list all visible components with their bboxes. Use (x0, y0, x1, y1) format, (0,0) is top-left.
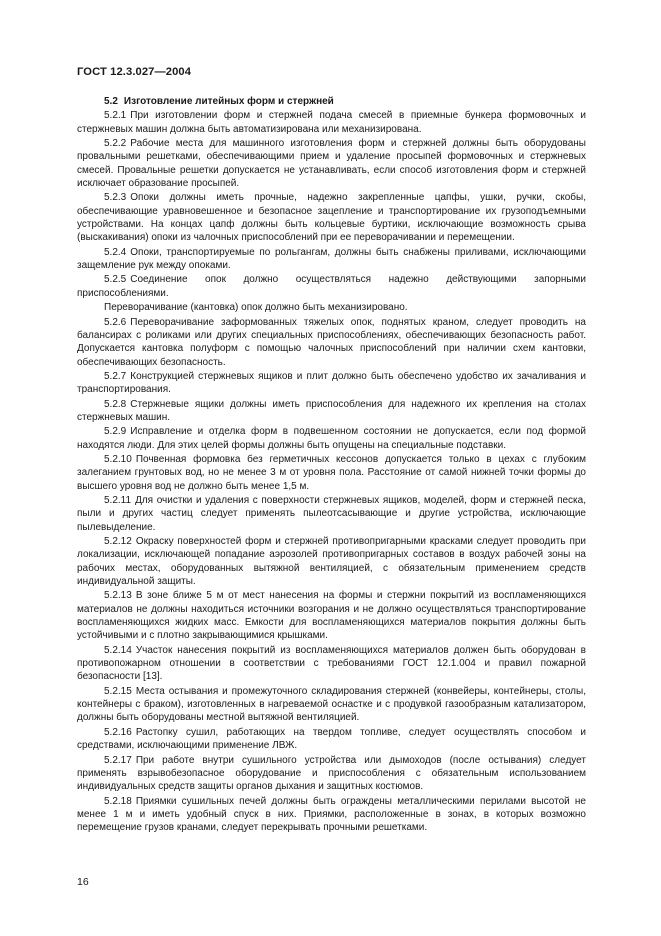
paragraph-text: Места остывания и промежуточного складирования стержней (конвейеры, контейнеры, столы, контейнеры с браком), изготовленных в нагреваемой оснастке и с продувкой газообразным катализатором, должны быть оборудованы местной вытяжной вентиляцией. (77, 685, 586, 724)
paragraph-5-2-1 (77, 109, 586, 136)
paragraph-number: 5.2.13 (104, 590, 132, 602)
paragraph-text: Соединение опок должно осуществляться надежно действующими запорными приспособлениями. (77, 274, 586, 299)
paragraph-text: При изготовлении форм и стержней подача смесей в приемные бункера формовочных и стержневых машин должна быть автоматизирована или механизирована. (77, 110, 586, 135)
paragraph-5-2-5-cont (77, 301, 586, 314)
paragraph-number: 5.2.3 (104, 192, 127, 204)
paragraph-5-2-9 (77, 425, 586, 452)
paragraph-number: 5.2.5 (104, 274, 127, 286)
paragraph-text: Опоки должны иметь прочные, надежно закрепленные цапфы, ушки, ручки, скобы, обеспечивающие уравновешенное и безопасное зацепление и транспортирование их грузоподъемными устройствами. На концах цапф должны быть кольцевые буртики, исключающие возможность срыва (выскакивания) опоки из чалочных приспособлений при ее переворачивании и перемещении. (77, 192, 586, 244)
paragraph-number: 5.2.7 (104, 370, 127, 382)
paragraph-number: 5.2.2 (104, 138, 127, 150)
paragraph-text: Исправление и отделка форм в подвешенном состоянии не допускается, если под формой находятся люди. Для этих целей формы должны быть опущены на специальные подставки. (77, 426, 586, 451)
paragraph-text: Участок нанесения покрытий из воспламеняющихся материалов должен быть оборудован в противопожарном отношении в соответствии с требованиями ГОСТ 12.1.004 и правил пожарной безопасности [13]. (77, 644, 586, 683)
paragraph-text: Переворачивание заформованных тяжелых опок, поднятых краном, следует проводить на балансирах с роликами или других специальных приспособлениях, обеспечивающих безопасность работ. Допускается кантовка полуформ с помощью чалочных приспособлений при наличии схем кантовки, обеспечивающих безопасность. (77, 316, 586, 368)
paragraph-5-2-10 (77, 453, 586, 493)
section-heading (77, 95, 586, 108)
paragraph-number: 5.2.12 (104, 536, 132, 547)
paragraph-5-2-2 (77, 137, 586, 190)
paragraph-5-2-14 (77, 644, 586, 684)
paragraph-number: 5.2.9 (104, 426, 127, 438)
paragraph-text: Опоки, транспортируемые по рольгангам, должны быть снабжены приливами, исключающими защемление рук между опоками. (77, 246, 586, 272)
paragraph-number: 5.2.8 (104, 398, 127, 410)
paragraph-number: 5.2.4 (104, 246, 127, 258)
paragraph-number: 5.2.6 (104, 316, 127, 328)
paragraph-number: 5.2.15 (104, 685, 132, 697)
section-number: 5.2 (104, 96, 118, 107)
paragraph-number: 5.2.1 (104, 110, 127, 122)
paragraph-5-2-12 (77, 535, 586, 588)
paragraph-number: 5.2.10 (104, 453, 132, 465)
paragraph-5-2-13 (77, 589, 586, 642)
paragraph-5-2-6 (77, 316, 586, 369)
paragraph-text: Почвенная формовка без герметичных кессонов допускается только в цехах с глубоким залеганием грунтовых вод, но не менее 3 м от уровня пола. Расстояние от самой нижней точки формы до высшего уровня вод не должно быть менее 1,5 м. (77, 453, 586, 492)
paragraph-5-2-15 (77, 685, 586, 725)
paragraph-5-2-11 (77, 494, 586, 534)
paragraph-text: В зоне ближе 5 м от мест нанесения на формы и стержни покрытий из воспламеняющихся материалов не должны находиться источники возгорания и не должно осуществляться транспортирование воспламеняющихся жидких масс. Емкости для воспламеняющихся материалов покрытия должны быть устойчивыми и с плотно закрывающимися крышками. (77, 590, 586, 642)
paragraph-5-2-16 (77, 726, 586, 753)
paragraph-text: Растопку сушил, работающих на твердом топливе, следует осуществлять способом и средствами, исключающими применение ЛВЖ. (77, 726, 586, 752)
paragraph-text: Для очистки и удаления с поверхности стержневых ящиков, моделей, форм и стержней песка, пыли и других частиц следует применять пылеотсасывающие и другие устройства, исключающие пылевыделение. (77, 494, 586, 533)
paragraph-number: 5.2.16 (104, 726, 132, 738)
paragraph-5-2-7 (77, 370, 586, 397)
paragraph-text: Приямки сушильных печей должны быть ограждены металлическими перилами высотой не менее 1 м и иметь удобный спуск в них. Приямки, расположенные в зонах, в которых возможно перемещение грузов кранами, следует перекрывать прочными решетками. (77, 795, 586, 834)
paragraph-text: Конструкцией стержневых ящиков и плит должно быть обеспечено удобство их зачаливания и транспортирования. (77, 370, 586, 396)
paragraph-5-2-5 (77, 273, 586, 300)
paragraph-text: Окраску поверхностей форм и стержней противопригарными красками следует проводить при локализации, исключающей попадание аэрозолей противопригарных составов в воздух рабочей зоны на рабочих местах, оборудованных вытяжной вентиляцией, с обязательным применением средств индивидуальной защиты. (77, 536, 586, 588)
paragraph-text: Стержневые ящики должны иметь приспособления для надежного их крепления на столах стержневых машин. (77, 398, 586, 423)
section-title: Изготовление литейных форм и стержней (123, 96, 334, 107)
paragraph-number: 5.2.17 (104, 754, 132, 766)
paragraph-text: Переворачивание (кантовка) опок должно быть механизировано. (104, 302, 408, 314)
paragraph-number: 5.2.18 (104, 795, 132, 807)
page-number: 16 (77, 876, 89, 888)
document-body (77, 95, 586, 836)
paragraph-text: Рабочие места для машинного изготовления форм и стержней должны быть оборудованы провальными решетками, обеспечивающими прием и удаление просыпей формовочных и стержневых смесей. Провальные решетки допускается не устанавливать, если способ изготовления форм и стержней исключает образование просыпей. (77, 138, 586, 190)
document-header: ГОСТ 12.3.027—2004 (77, 66, 192, 78)
paragraph-5-2-4 (77, 246, 586, 273)
paragraph-number: 5.2.11 (104, 494, 132, 506)
paragraph-number: 5.2.14 (104, 644, 132, 656)
paragraph-5-2-8 (77, 398, 586, 425)
paragraph-5-2-18 (77, 795, 586, 835)
paragraph-5-2-3 (77, 191, 586, 244)
paragraph-5-2-17 (77, 754, 586, 794)
paragraph-text: При работе внутри сушильного устройства или дымоходов (после остывания) следует применять взрывобезопасное оборудование и приспособления с обязательным использованием индивидуальных средств защиты органов дыхания и защитных костюмов. (77, 754, 586, 793)
